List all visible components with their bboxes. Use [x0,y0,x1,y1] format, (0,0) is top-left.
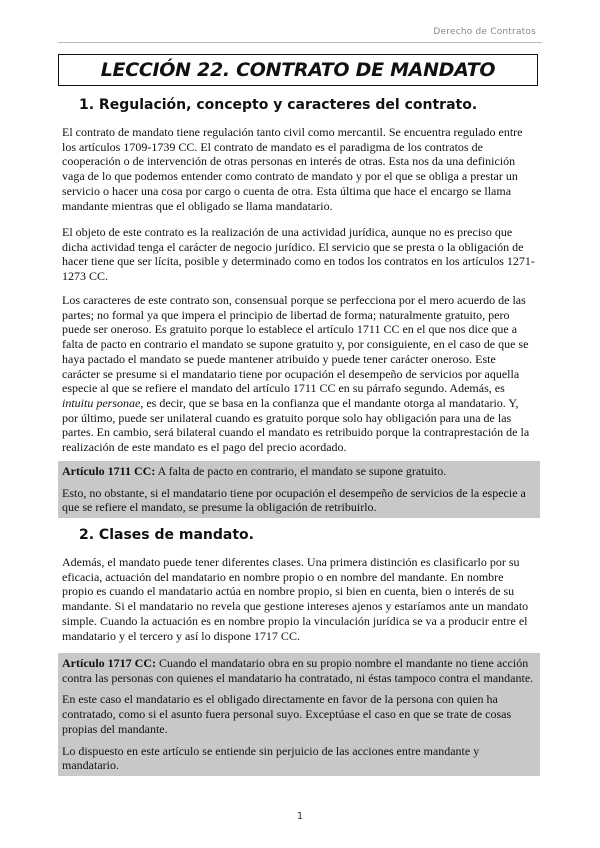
article-1717-box [58,653,540,776]
characteristics-text-b: , es decir, que se basa en la confianza que el mandante otorga al mandatario. Y, por último, puede ser unilateral cuando es gratuito porque solo hay obligación para una de las partes. En cambio, será bilateral cuando el mandato es retribuido porque la contraprestación de la realización de este mandato es el pago del precio acordado. [62,395,530,455]
article-1717-paragraph [62,656,536,685]
header-divider [58,42,542,43]
section-heading-regulation: 1. Regulación, concepto y caracteres del contrato. [79,97,478,113]
article-1711-paragraph-2: Esto, no obstante, si el mandatario tiene por ocupación el desempeño de servicios de la especie a que se refiere el mandato, se presume la obligación de retribuirlo. [62,485,526,515]
page-number: 1 [296,811,304,822]
article-1717-text: Cuando el mandatario obra en su propio nombre el mandante no tiene acción contra las personas con quienes el mandatario ha contratado, ni éstas tampoco contra el mandante. [62,656,534,685]
article-1711-text: A falta de pacto en contrario, el mandato se supone gratuito. [155,464,447,478]
paragraph-characteristics [62,293,536,455]
paragraph-regulation: El contrato de mandato tiene regulación tanto civil como mercantil. Se encuentra regulado entre los artículos 1709-1739 CC. El contrato de mandato es el paradigma de los contratos de cooperación o de intervención de otras personas en interés de otras. Esta nos da una definición vaga de lo que podemos entender como contrato de mandato y por el que se obliga a prestar un servicio o hacer una cosa por cargo o cuenta de otra. Esta última que hace el encargo se llama mandante mientras que el obligado se llama mandatario. [62,125,523,213]
running-header: Derecho de Contratos [433,27,536,37]
article-1717-paragraph-3: Lo dispuesto en este artículo se entiende sin perjuicio de las acciones entre mandante y mandatario. [62,743,480,773]
paragraph-object: El objeto de este contrato es la realización de una actividad jurídica, aunque no es preciso que dicha actividad tenga el carácter de negocio jurídico. El servicio que se presta o la obligación de hacer tiene que ser lícita, posible y determinado como en todos los contratos en los artículos 1271-1273 CC. [62,225,535,284]
article-1711-label: Artículo 1711 CC: [62,464,156,478]
article-1711-paragraph [62,464,536,479]
characteristics-italic-term: intuitu personae [62,395,141,410]
lesson-title: LECCIÓN 22. CONTRATO DE MANDATO [100,59,496,81]
article-1711-box [58,461,540,518]
article-1717-paragraph-2: En este caso el mandatario es el obligado directamente en favor de la persona con quien ha contratado, como si el asunto fuera personal suyo. Exceptúase el caso en que se trate de cosas propias del mandante. [62,692,512,736]
characteristics-text-a: Los caracteres de este contrato son, consensual porque se perfecciona por el mero acuerdo de las partes; no formal ya que impera el principio de libertad de forma; naturalmente gratuito, pero puede ser oneroso. Es gratuito porque lo establece el artículo 1711 CC en el que nos dice que a falta de pacto en contrario el mandato se supone gratuito y, por consiguiente, en el caso de que se haya pactado el mandato se puede mantener atribuido y puede tener carácter oneroso. Este carácter se presume si el mandatario tiene por ocupación el desempeño de servicios por aquella especie al que se refiere el mandato del artículo 1711 CC en su párrafo segundo. Además, es [62,293,529,396]
paragraph-classes: Además, el mandato puede tener diferentes clases. Una primera distinción es clasificarlo por su eficacia, actuación del mandatario en nombre propio o en nombre del mandante. En nombre propio es cuando el mandatario actúa en nombre propio, si bien en cuenta, bien o interés de su mandante. Si el mandatario no revela que gestione intereses ajenos y estaríamos ante un mandato simple. Cuando la actuación es en nombre propio la vinculación jurídica se va a producir entre el mandatario y el tercero y así lo dispone 1717 CC. [62,555,529,643]
article-1717-label: Artículo 1717 CC: [62,656,156,670]
section-heading-classes: 2. Clases de mandato. [79,527,254,543]
lesson-title-box [58,54,538,86]
